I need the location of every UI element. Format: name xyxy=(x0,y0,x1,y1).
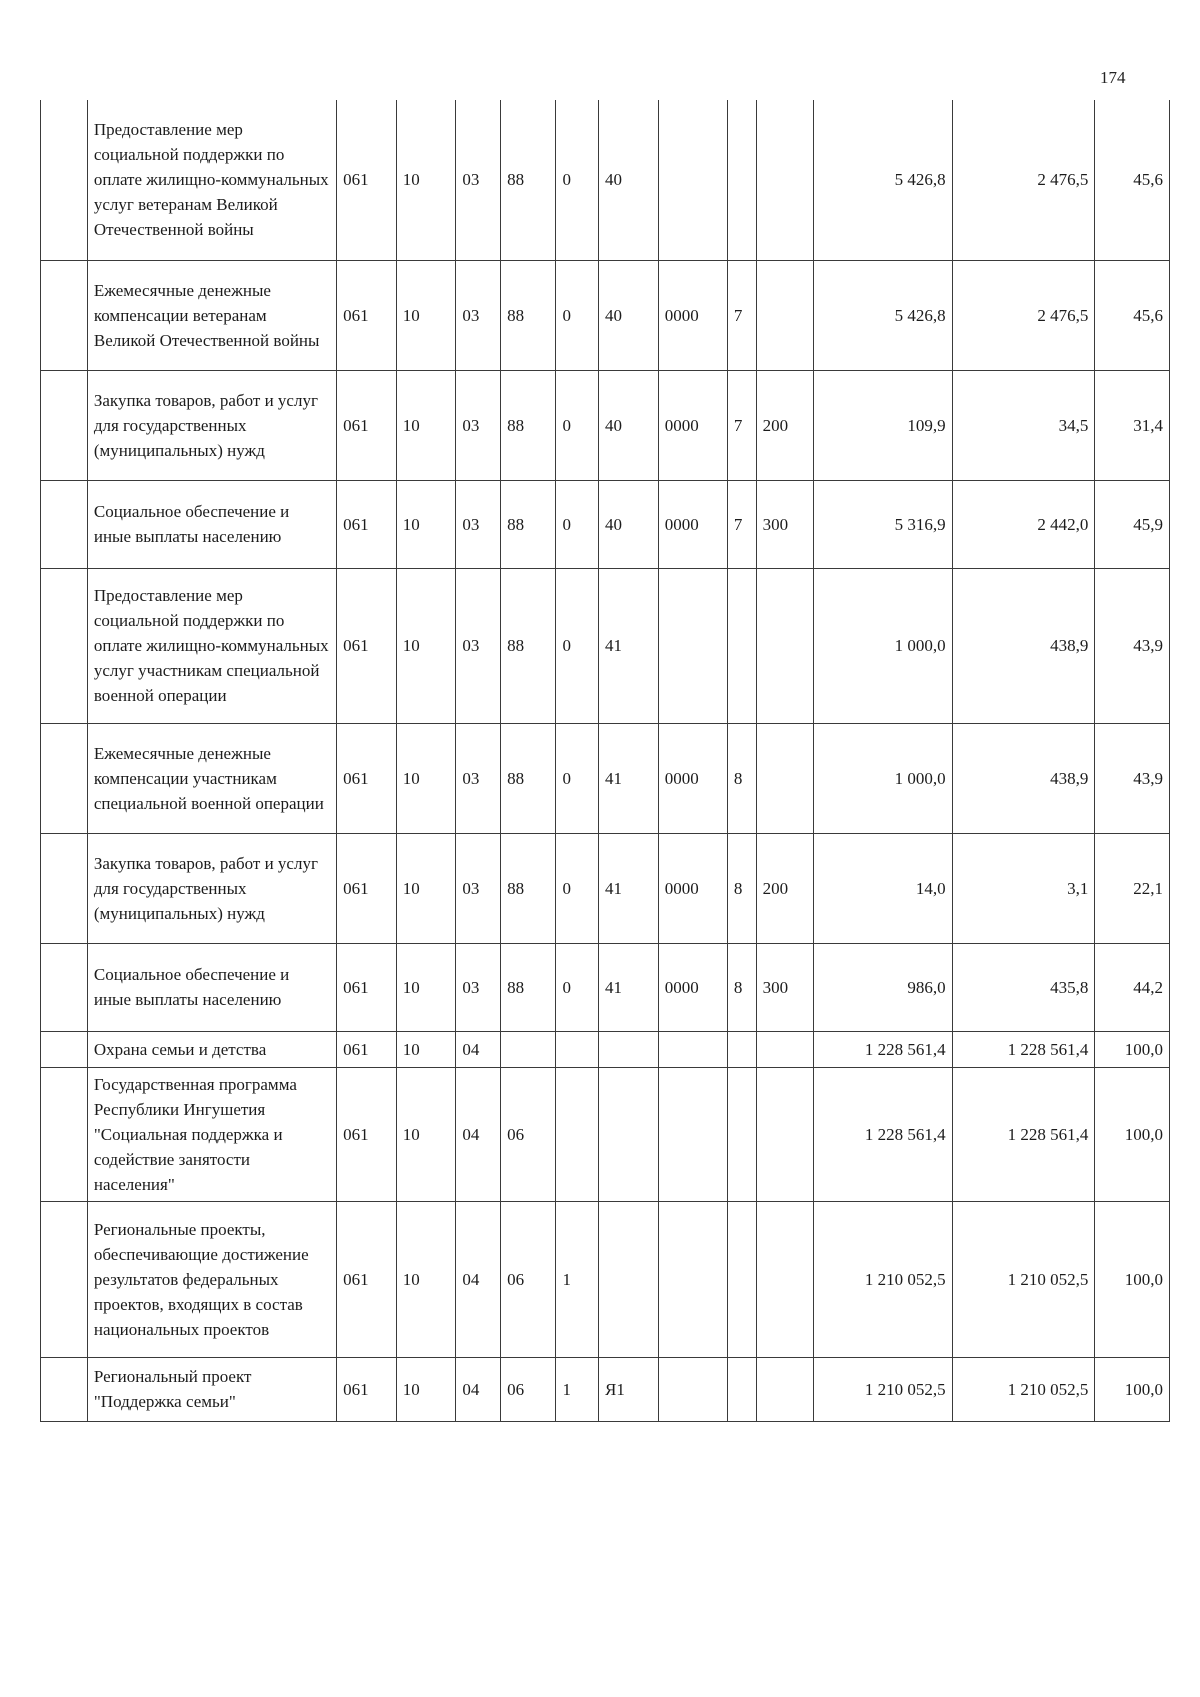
code-cell xyxy=(658,1031,727,1067)
code-cell: 03 xyxy=(456,568,501,723)
executed-amount-cell: 2 442,0 xyxy=(952,480,1095,568)
code-cell: 10 xyxy=(396,1031,456,1067)
code-cell: 0000 xyxy=(658,833,727,943)
code-cell: 40 xyxy=(599,480,659,568)
code-cell: 061 xyxy=(337,100,397,260)
code-cell: 10 xyxy=(396,1067,456,1201)
code-cell: 03 xyxy=(456,833,501,943)
code-cell: 7 xyxy=(727,260,756,370)
code-cell xyxy=(756,1357,814,1421)
code-cell: 061 xyxy=(337,260,397,370)
code-cell xyxy=(727,1201,756,1357)
planned-amount-cell: 1 228 561,4 xyxy=(814,1031,952,1067)
percent-cell: 44,2 xyxy=(1095,943,1170,1031)
executed-amount-cell: 438,9 xyxy=(952,568,1095,723)
code-cell: 7 xyxy=(727,370,756,480)
planned-amount-cell: 109,9 xyxy=(814,370,952,480)
percent-cell: 45,6 xyxy=(1095,100,1170,260)
row-marker-cell xyxy=(41,833,88,943)
item-name-cell: Ежемесячные денежные компенсации участникам специальной военной операции xyxy=(87,723,336,833)
code-cell xyxy=(658,1067,727,1201)
code-cell: 40 xyxy=(599,370,659,480)
code-cell xyxy=(599,1031,659,1067)
code-cell: 8 xyxy=(727,723,756,833)
row-marker-cell xyxy=(41,1201,88,1357)
code-cell: 10 xyxy=(396,370,456,480)
row-marker-cell xyxy=(41,1067,88,1201)
row-marker-cell xyxy=(41,1031,88,1067)
code-cell: 200 xyxy=(756,370,814,480)
planned-amount-cell: 5 426,8 xyxy=(814,260,952,370)
code-cell: 41 xyxy=(599,943,659,1031)
code-cell: 88 xyxy=(501,480,556,568)
table-row xyxy=(41,100,1170,260)
executed-amount-cell: 438,9 xyxy=(952,723,1095,833)
code-cell: 0000 xyxy=(658,943,727,1031)
table-row xyxy=(41,370,1170,480)
item-name-cell: Региональные проекты, обеспечивающие достижение результатов федеральных проектов, входящих в состав национальных проектов xyxy=(87,1201,336,1357)
code-cell xyxy=(756,100,814,260)
code-cell: 10 xyxy=(396,480,456,568)
planned-amount-cell: 1 000,0 xyxy=(814,568,952,723)
code-cell xyxy=(658,100,727,260)
code-cell: 10 xyxy=(396,260,456,370)
executed-amount-cell: 3,1 xyxy=(952,833,1095,943)
code-cell: 0000 xyxy=(658,723,727,833)
code-cell: 7 xyxy=(727,480,756,568)
code-cell: 04 xyxy=(456,1201,501,1357)
code-cell: 1 xyxy=(556,1357,599,1421)
code-cell: 061 xyxy=(337,1067,397,1201)
table-row xyxy=(41,260,1170,370)
code-cell: 06 xyxy=(501,1201,556,1357)
code-cell: 061 xyxy=(337,568,397,723)
code-cell: 41 xyxy=(599,568,659,723)
code-cell xyxy=(756,1067,814,1201)
code-cell: 03 xyxy=(456,943,501,1031)
item-name-cell: Социальное обеспечение и иные выплаты населению xyxy=(87,480,336,568)
item-name-cell: Закупка товаров, работ и услуг для государственных (муниципальных) нужд xyxy=(87,833,336,943)
table-row xyxy=(41,1357,1170,1421)
code-cell: 061 xyxy=(337,480,397,568)
code-cell: 40 xyxy=(599,100,659,260)
percent-cell: 100,0 xyxy=(1095,1031,1170,1067)
table-row xyxy=(41,1031,1170,1067)
code-cell: 061 xyxy=(337,1031,397,1067)
code-cell: 10 xyxy=(396,568,456,723)
code-cell: 0000 xyxy=(658,260,727,370)
code-cell xyxy=(727,1031,756,1067)
code-cell: 10 xyxy=(396,833,456,943)
row-marker-cell xyxy=(41,260,88,370)
code-cell: 40 xyxy=(599,260,659,370)
percent-cell: 22,1 xyxy=(1095,833,1170,943)
code-cell: 0 xyxy=(556,943,599,1031)
percent-cell: 43,9 xyxy=(1095,723,1170,833)
executed-amount-cell: 1 210 052,5 xyxy=(952,1201,1095,1357)
planned-amount-cell: 1 210 052,5 xyxy=(814,1357,952,1421)
code-cell: 88 xyxy=(501,723,556,833)
code-cell: 300 xyxy=(756,480,814,568)
table-row xyxy=(41,833,1170,943)
planned-amount-cell: 14,0 xyxy=(814,833,952,943)
code-cell: 0000 xyxy=(658,480,727,568)
code-cell xyxy=(599,1067,659,1201)
code-cell: 8 xyxy=(727,833,756,943)
item-name-cell: Региональный проект "Поддержка семьи" xyxy=(87,1357,336,1421)
planned-amount-cell: 1 228 561,4 xyxy=(814,1067,952,1201)
code-cell xyxy=(556,1031,599,1067)
percent-cell: 100,0 xyxy=(1095,1201,1170,1357)
item-name-cell: Социальное обеспечение и иные выплаты населению xyxy=(87,943,336,1031)
code-cell xyxy=(658,1201,727,1357)
executed-amount-cell: 435,8 xyxy=(952,943,1095,1031)
code-cell: 0 xyxy=(556,480,599,568)
table-row xyxy=(41,568,1170,723)
code-cell: 06 xyxy=(501,1067,556,1201)
code-cell: 10 xyxy=(396,100,456,260)
code-cell: 0000 xyxy=(658,370,727,480)
row-marker-cell xyxy=(41,943,88,1031)
row-marker-cell xyxy=(41,1357,88,1421)
code-cell xyxy=(756,1031,814,1067)
code-cell: 061 xyxy=(337,723,397,833)
code-cell: 200 xyxy=(756,833,814,943)
item-name-cell: Государственная программа Республики Ингушетия "Социальная поддержка и содействие занятости населения" xyxy=(87,1067,336,1201)
code-cell: 88 xyxy=(501,100,556,260)
budget-table xyxy=(40,100,1170,1422)
percent-cell: 100,0 xyxy=(1095,1357,1170,1421)
code-cell: 061 xyxy=(337,1357,397,1421)
code-cell: 0 xyxy=(556,100,599,260)
item-name-cell: Ежемесячные денежные компенсации ветеранам Великой Отечественной войны xyxy=(87,260,336,370)
table-row xyxy=(41,723,1170,833)
code-cell xyxy=(727,1067,756,1201)
code-cell: 03 xyxy=(456,260,501,370)
code-cell xyxy=(727,568,756,723)
code-cell: 0 xyxy=(556,370,599,480)
code-cell xyxy=(556,1067,599,1201)
code-cell: 0 xyxy=(556,568,599,723)
code-cell: 8 xyxy=(727,943,756,1031)
code-cell xyxy=(658,1357,727,1421)
code-cell: 88 xyxy=(501,260,556,370)
code-cell: 061 xyxy=(337,370,397,480)
item-name-cell: Предоставление мер социальной поддержки по оплате жилищно-коммунальных услуг ветеранам Великой Отечественной войны xyxy=(87,100,336,260)
code-cell xyxy=(756,723,814,833)
planned-amount-cell: 1 210 052,5 xyxy=(814,1201,952,1357)
code-cell xyxy=(756,1201,814,1357)
code-cell: 061 xyxy=(337,943,397,1031)
table-row xyxy=(41,1067,1170,1201)
code-cell: 0 xyxy=(556,833,599,943)
executed-amount-cell: 34,5 xyxy=(952,370,1095,480)
row-marker-cell xyxy=(41,100,88,260)
row-marker-cell xyxy=(41,568,88,723)
code-cell: 10 xyxy=(396,1357,456,1421)
row-marker-cell xyxy=(41,370,88,480)
code-cell: 1 xyxy=(556,1201,599,1357)
planned-amount-cell: 5 316,9 xyxy=(814,480,952,568)
code-cell: 88 xyxy=(501,943,556,1031)
code-cell: 88 xyxy=(501,833,556,943)
code-cell: 10 xyxy=(396,723,456,833)
executed-amount-cell: 1 210 052,5 xyxy=(952,1357,1095,1421)
code-cell: 10 xyxy=(396,1201,456,1357)
percent-cell: 45,6 xyxy=(1095,260,1170,370)
table-row xyxy=(41,480,1170,568)
item-name-cell: Закупка товаров, работ и услуг для государственных (муниципальных) нужд xyxy=(87,370,336,480)
row-marker-cell xyxy=(41,480,88,568)
percent-cell: 31,4 xyxy=(1095,370,1170,480)
planned-amount-cell: 986,0 xyxy=(814,943,952,1031)
code-cell: Я1 xyxy=(599,1357,659,1421)
code-cell: 061 xyxy=(337,833,397,943)
code-cell: 88 xyxy=(501,370,556,480)
code-cell: 300 xyxy=(756,943,814,1031)
percent-cell: 100,0 xyxy=(1095,1067,1170,1201)
table-row xyxy=(41,1201,1170,1357)
code-cell: 88 xyxy=(501,568,556,723)
code-cell: 04 xyxy=(456,1357,501,1421)
executed-amount-cell: 2 476,5 xyxy=(952,260,1095,370)
code-cell: 06 xyxy=(501,1357,556,1421)
row-marker-cell xyxy=(41,723,88,833)
code-cell: 03 xyxy=(456,370,501,480)
code-cell xyxy=(727,100,756,260)
percent-cell: 43,9 xyxy=(1095,568,1170,723)
code-cell: 04 xyxy=(456,1031,501,1067)
code-cell: 03 xyxy=(456,480,501,568)
code-cell: 10 xyxy=(396,943,456,1031)
page-number: 174 xyxy=(1100,68,1126,87)
code-cell: 04 xyxy=(456,1067,501,1201)
code-cell xyxy=(756,568,814,723)
planned-amount-cell: 1 000,0 xyxy=(814,723,952,833)
code-cell: 03 xyxy=(456,723,501,833)
code-cell xyxy=(756,260,814,370)
code-cell: 03 xyxy=(456,100,501,260)
code-cell: 41 xyxy=(599,833,659,943)
executed-amount-cell: 2 476,5 xyxy=(952,100,1095,260)
code-cell: 0 xyxy=(556,723,599,833)
code-cell xyxy=(599,1201,659,1357)
item-name-cell: Предоставление мер социальной поддержки по оплате жилищно-коммунальных услуг участникам специальной военной операции xyxy=(87,568,336,723)
code-cell xyxy=(501,1031,556,1067)
planned-amount-cell: 5 426,8 xyxy=(814,100,952,260)
executed-amount-cell: 1 228 561,4 xyxy=(952,1031,1095,1067)
executed-amount-cell: 1 228 561,4 xyxy=(952,1067,1095,1201)
percent-cell: 45,9 xyxy=(1095,480,1170,568)
item-name-cell: Охрана семьи и детства xyxy=(87,1031,336,1067)
code-cell: 41 xyxy=(599,723,659,833)
code-cell xyxy=(658,568,727,723)
code-cell xyxy=(727,1357,756,1421)
code-cell: 0 xyxy=(556,260,599,370)
table-row xyxy=(41,943,1170,1031)
code-cell: 061 xyxy=(337,1201,397,1357)
